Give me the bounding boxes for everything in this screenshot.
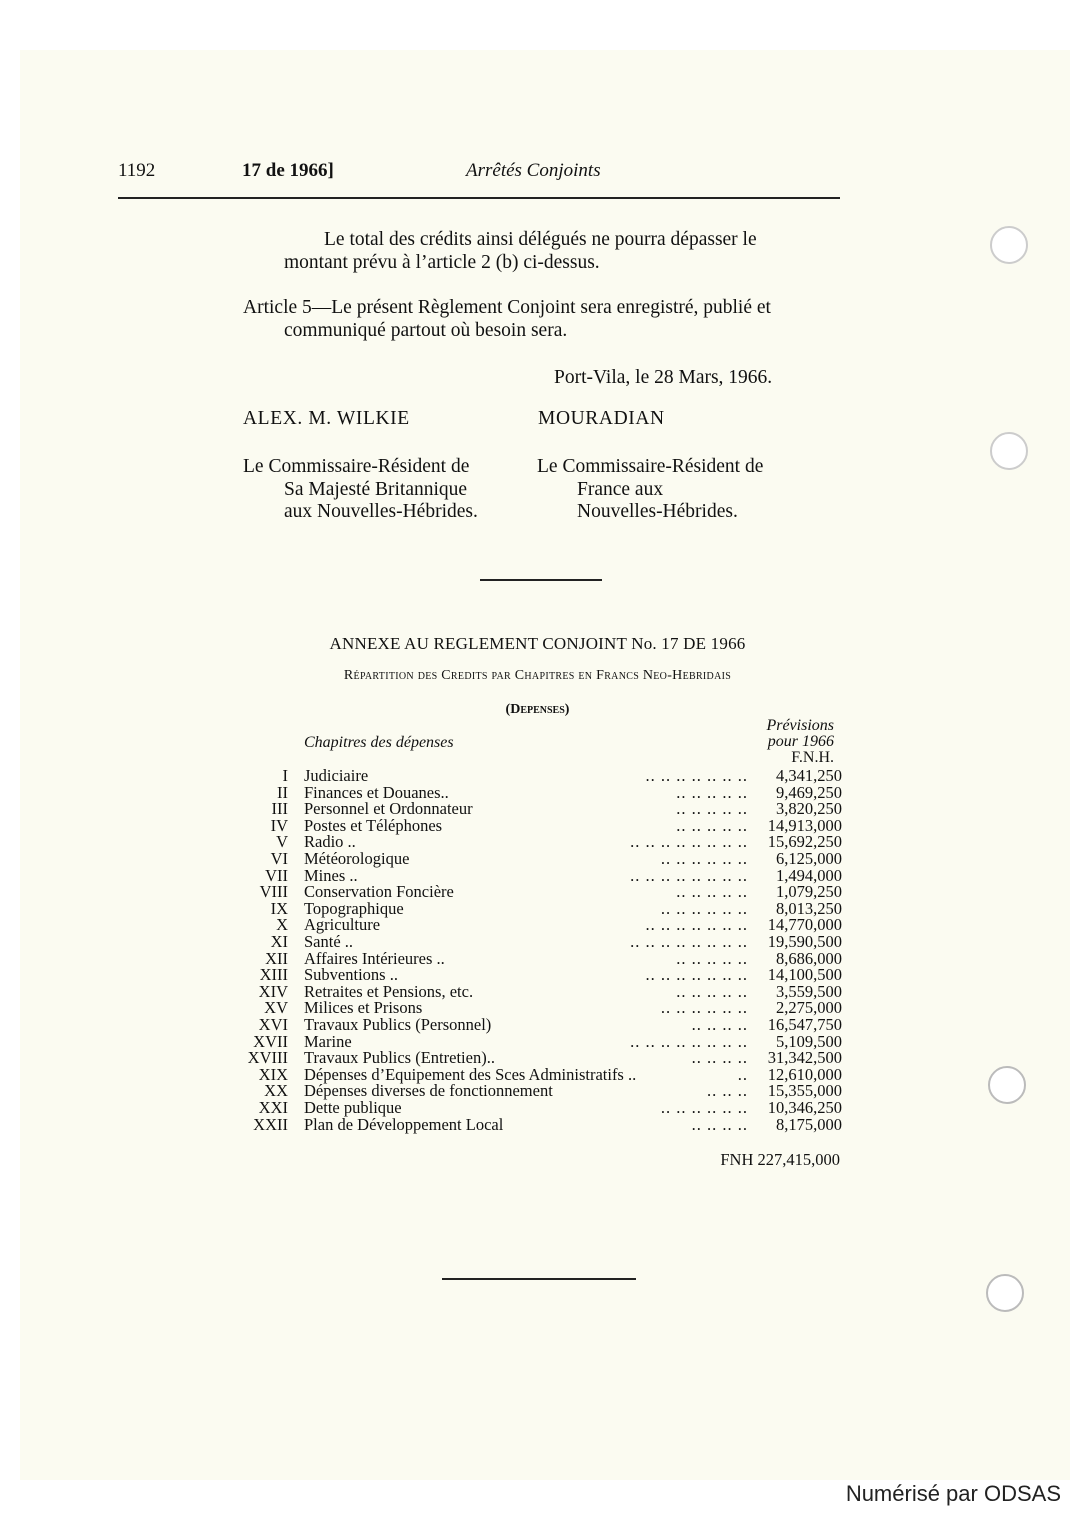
chapter-label: Personnel et Ordonnateur <box>304 799 473 819</box>
article-5-line: Article 5—Le présent Règlement Conjoint sera enregistré, publié et <box>243 297 771 318</box>
chapter-number: VI <box>270 849 288 868</box>
leader-dots: .. .. .. .. .. <box>676 801 748 818</box>
leader-dots: .. .. .. .. .. <box>676 884 748 901</box>
chapter-label: Travaux Publics (Personnel) <box>304 1015 492 1034</box>
leader-dots: .. .. .. .. .. .. <box>660 1000 748 1017</box>
chapter-amount: 3,820,250 <box>776 799 842 819</box>
leader-dots: .. .. .. .. .. <box>676 950 748 968</box>
chapter-label: Affaires Intérieures .. <box>304 948 445 968</box>
chapter-number: XIX <box>258 1064 288 1084</box>
chapter-amount: 15,692,250 <box>767 832 842 852</box>
chapter-number: VIII <box>259 882 288 902</box>
chapter-label: Agriculture <box>304 915 381 935</box>
leader-dots: .. .. .. .. .. <box>676 983 748 1001</box>
leader-dots: .. .. .. .. .. .. .. <box>645 768 748 785</box>
chapter-label: Santé .. <box>304 932 354 951</box>
chapter-amount: 16,547,750 <box>767 1015 842 1034</box>
chapter-number: IX <box>270 898 288 918</box>
page-number: 1192 <box>118 160 156 181</box>
leader-dots: .. .. .. .. .. .. <box>660 851 748 868</box>
chapter-number: XX <box>264 1081 288 1101</box>
leader-dots: .. .. .. .. .. .. <box>660 900 748 918</box>
punch-hole <box>988 1066 1026 1104</box>
annex-title: ANNEXE AU REGLEMENT CONJOINT No. 17 DE 1966 <box>329 634 746 653</box>
annex-section: (Depenses) <box>505 702 570 717</box>
signatory-right-title: France aux <box>577 479 664 500</box>
chapter-number: VII <box>265 865 288 885</box>
leader-dots: .. .. .. .. .. .. <box>660 1100 748 1117</box>
chapter-label: Conservation Foncière <box>304 882 454 902</box>
chapter-number: XIII <box>259 965 288 985</box>
place-date: Port-Vila, le 28 Mars, 1966. <box>554 367 773 388</box>
chapter-number: XV <box>264 998 288 1018</box>
chapter-amount: 1,494,000 <box>776 865 842 885</box>
chapter-amount: 14,913,000 <box>767 815 842 835</box>
chapter-label: Judiciaire <box>304 766 369 785</box>
chapter-amount: 8,013,250 <box>776 898 842 918</box>
chapter-amount: 5,109,500 <box>776 1031 842 1051</box>
chapter-label: Retraites et Pensions, etc. <box>304 981 474 1001</box>
signatory-left-title: aux Nouvelles-Hébrides. <box>284 501 478 522</box>
article-5-line: communiqué partout où besoin sera. <box>284 320 568 341</box>
table-row <box>238 1114 842 1134</box>
chapter-amount: 9,469,250 <box>776 782 842 802</box>
signatory-left-title: Le Commissaire-Résident de <box>243 456 470 477</box>
running-title: Arrêtés Conjoints <box>466 160 601 181</box>
column-header-forecast <box>720 718 834 766</box>
digitization-watermark: Numérisé par ODSAS <box>845 1481 1061 1506</box>
chapter-number: IV <box>270 815 288 835</box>
chapter-amount: 8,686,000 <box>776 948 842 968</box>
chapter-label: Météorologique <box>304 849 410 868</box>
chapter-number: I <box>282 766 288 785</box>
chapter-number: XII <box>265 948 288 968</box>
header-rule <box>118 197 840 199</box>
leader-dots: .. .. .. .. .. .. .. .. <box>630 867 748 885</box>
chapter-number: XI <box>270 932 288 951</box>
chapter-amount: 6,125,000 <box>776 849 842 868</box>
punch-hole <box>986 1274 1024 1312</box>
chapter-label: Finances et Douanes.. <box>304 782 449 802</box>
chapter-label: Dette publique <box>304 1098 402 1117</box>
signatory-right-name: MOURADIAN <box>538 408 665 429</box>
chapter-amount: 14,100,500 <box>767 965 842 985</box>
chapter-amount: 4,341,250 <box>776 766 842 785</box>
chapter-label: Mines .. <box>304 865 358 885</box>
leader-dots: .. .. .. .. .. .. .. .. <box>630 834 748 851</box>
chapter-amount: 1,079,250 <box>776 882 842 902</box>
leader-dots: .. .. .. <box>707 1083 748 1100</box>
chapter-label: Radio .. <box>304 832 356 852</box>
chapter-amount: 3,559,500 <box>776 981 842 1001</box>
chapter-label: Topographique <box>304 898 404 918</box>
section-divider <box>480 579 602 581</box>
chapter-label: Subventions .. <box>304 965 398 985</box>
leader-dots: .. .. .. .. .. <box>676 784 748 802</box>
forecast-currency: F.N.H. <box>791 749 834 766</box>
chapter-number: II <box>277 782 288 802</box>
chapter-label: Postes et Téléphones <box>304 815 443 835</box>
leader-dots: .. .. .. .. .. .. .. <box>645 967 748 984</box>
leader-dots: .. .. .. .. .. .. .. .. <box>630 934 748 951</box>
paragraph-line: montant prévu à l’article 2 (b) ci-dessus. <box>284 252 600 273</box>
leader-dots: .. .. .. .. .. <box>676 817 748 835</box>
chapter-label: Plan de Développement Local <box>304 1114 504 1134</box>
chapter-amount: 2,275,000 <box>776 998 842 1018</box>
paragraph-line: Le total des crédits ainsi délégués ne pourra dépasser le <box>324 229 757 250</box>
closing-divider <box>442 1278 636 1280</box>
leader-dots: .. .. .. .. <box>691 1017 748 1034</box>
leader-dots: .. .. .. .. <box>691 1050 748 1067</box>
chapter-amount: 8,175,000 <box>776 1114 842 1134</box>
chapter-amount: 14,770,000 <box>767 915 842 935</box>
leader-dots: .. .. .. .. <box>691 1116 748 1134</box>
leader-dots: .. .. .. .. .. .. .. .. <box>630 1033 748 1051</box>
leader-dots: .. .. .. .. .. .. .. <box>645 917 748 934</box>
annex-subtitle: Répartition des Credits par Chapitres en Francs Neo-Hebridais <box>343 668 732 683</box>
forecast-label: Prévisions <box>766 717 834 734</box>
chapter-number: XXI <box>258 1098 288 1117</box>
leader-dots: .. <box>737 1066 748 1084</box>
chapter-label: Marine <box>304 1031 352 1051</box>
chapter-number: V <box>276 832 288 852</box>
chapter-number: XXII <box>253 1114 288 1134</box>
chapter-amount: 10,346,250 <box>767 1098 842 1117</box>
signatory-right-title: Nouvelles-Hébrides. <box>577 501 738 522</box>
forecast-year: pour 1966 <box>767 733 834 750</box>
chapter-amount: 12,610,000 <box>767 1064 842 1084</box>
column-header-chapters: Chapitres des dépenses <box>304 734 454 751</box>
signatory-right-title: Le Commissaire-Résident de <box>537 456 764 477</box>
chapter-number: III <box>271 799 288 819</box>
chapter-amount: 31,342,500 <box>767 1048 842 1068</box>
signatory-left-name: ALEX. M. WILKIE <box>243 408 410 429</box>
chapter-label: Dépenses d’Equipement des Sces Administratifs .. <box>304 1064 637 1084</box>
chapter-number: XVI <box>258 1015 288 1034</box>
chapter-label: Milices et Prisons <box>304 998 423 1018</box>
chapter-amount: 15,355,000 <box>767 1081 842 1101</box>
chapter-number: XVIII <box>247 1048 288 1068</box>
grand-total: FNH 227,415,000 <box>720 1150 840 1169</box>
running-reference: 17 de 1966] <box>242 160 334 181</box>
chapter-number: XVII <box>253 1031 288 1051</box>
punch-hole <box>990 432 1028 470</box>
chapter-label: Dépenses diverses de fonctionnement <box>304 1081 553 1101</box>
chapter-number: X <box>276 915 288 935</box>
chapter-number: XIV <box>258 981 288 1001</box>
chapter-amount: 19,590,500 <box>767 932 842 951</box>
chapter-label: Travaux Publics (Entretien).. <box>304 1048 495 1068</box>
punch-hole <box>990 226 1028 264</box>
signatory-left-title: Sa Majesté Britannique <box>284 479 468 500</box>
